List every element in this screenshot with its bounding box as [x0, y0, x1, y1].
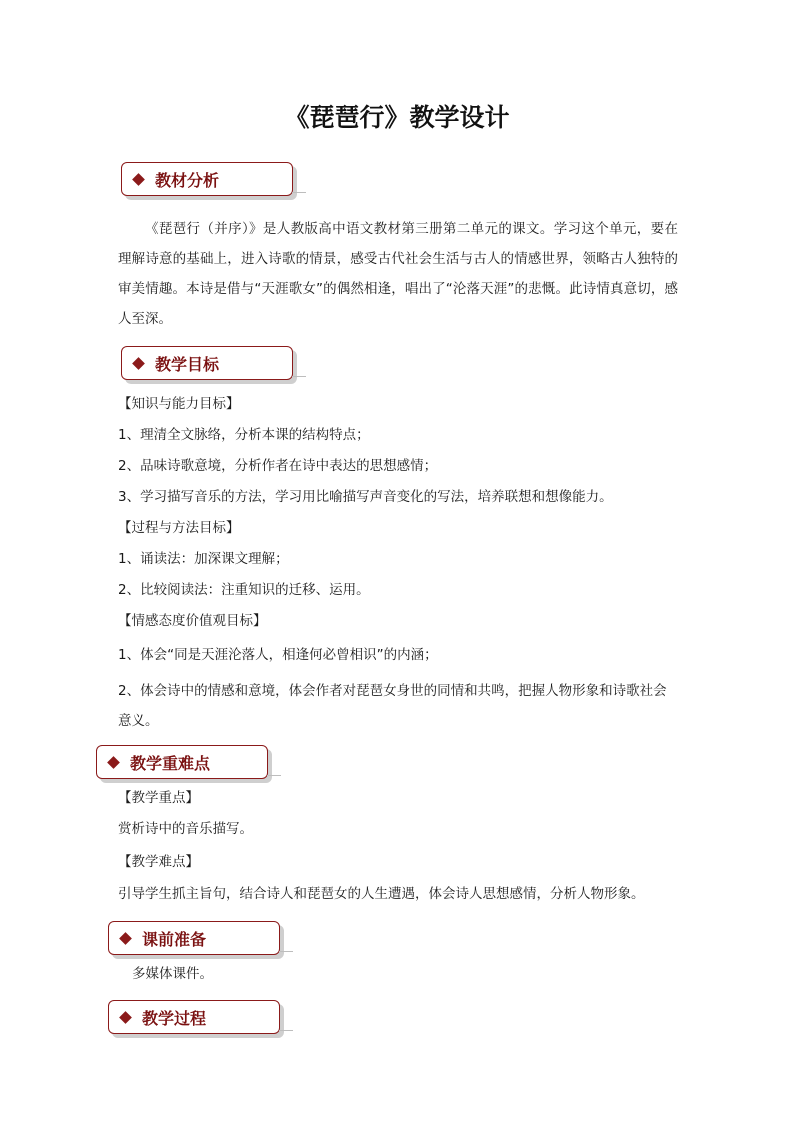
- page-title: 《琵琶行》教学设计: [284, 103, 510, 132]
- diamond-bullet-icon: [107, 756, 120, 769]
- section-header-process: [108, 1000, 280, 1034]
- section-label: 教学过程: [142, 1008, 207, 1028]
- knowledge-heading: 【知识与能力目标】: [118, 396, 240, 412]
- header-tail-line: [279, 1030, 293, 1039]
- section-header-key: [96, 745, 268, 779]
- section-label: 教材分析: [155, 170, 220, 190]
- list-item: 1、体会“同是天涯沦落人，相逢何必曾相识”的内涵；: [118, 647, 438, 663]
- diamond-bullet-icon: [132, 173, 145, 186]
- section-label: 教学重难点: [130, 753, 211, 773]
- list-item: 1、诵读法：加深课文理解；: [118, 551, 289, 567]
- header-tail-line: [279, 951, 293, 960]
- emotion-heading: 【情感态度价值观目标】: [118, 613, 267, 629]
- header-tail-line: [267, 775, 281, 784]
- prep-text: 多媒体课件。: [132, 966, 213, 982]
- diamond-bullet-icon: [132, 357, 145, 370]
- list-item: 1、理清全文脉络，分析本课的结构特点；: [118, 427, 370, 443]
- diamond-bullet-icon: [119, 1011, 132, 1024]
- section-label: 教学目标: [155, 354, 220, 374]
- difficulty-heading: 【教学难点】: [118, 854, 199, 870]
- header-tail-line: [292, 376, 306, 385]
- section-label: 课前准备: [142, 929, 207, 949]
- diamond-bullet-icon: [119, 932, 132, 945]
- focus-heading: 【教学重点】: [118, 790, 199, 806]
- focus-text: 赏析诗中的音乐描写。: [118, 821, 253, 837]
- list-item: 2、比较阅读法：注重知识的迁移、运用。: [118, 582, 370, 598]
- process-heading: 【过程与方法目标】: [118, 520, 240, 536]
- analysis-paragraph: 《琵琶行（并序）》是人教版高中语文教材第三册第二单元的课文。学习这个单元，要在理解诗意的基础上，进入诗歌的情景，感受古代社会生活与古人的情感世界，领略古人独特的审美情趣。本诗是借与“天涯歌女”的偶然相逢，唱出了“沦落天涯”的悲慨。此诗情真意切，感人至深。: [118, 221, 678, 327]
- section-header-goals: [121, 346, 293, 380]
- header-tail-line: [292, 192, 306, 201]
- list-item: 2、体会诗中的情感和意境，体会作者对琵琶女身世的同情和共鸣，把握人物形象和诗歌社会意义。: [118, 683, 667, 729]
- list-item: 2、品味诗歌意境，分析作者在诗中表达的思想感情；: [118, 458, 438, 474]
- section-header-analysis: [121, 162, 293, 196]
- difficulty-text: 引导学生抓主旨句，结合诗人和琵琶女的人生遭遇，体会诗人思想感情，分析人物形象。: [118, 886, 645, 902]
- section-header-prep: [108, 921, 280, 955]
- list-item: 3、学习描写音乐的方法，学习用比喻描写声音变化的写法，培养联想和想像能力。: [118, 489, 613, 505]
